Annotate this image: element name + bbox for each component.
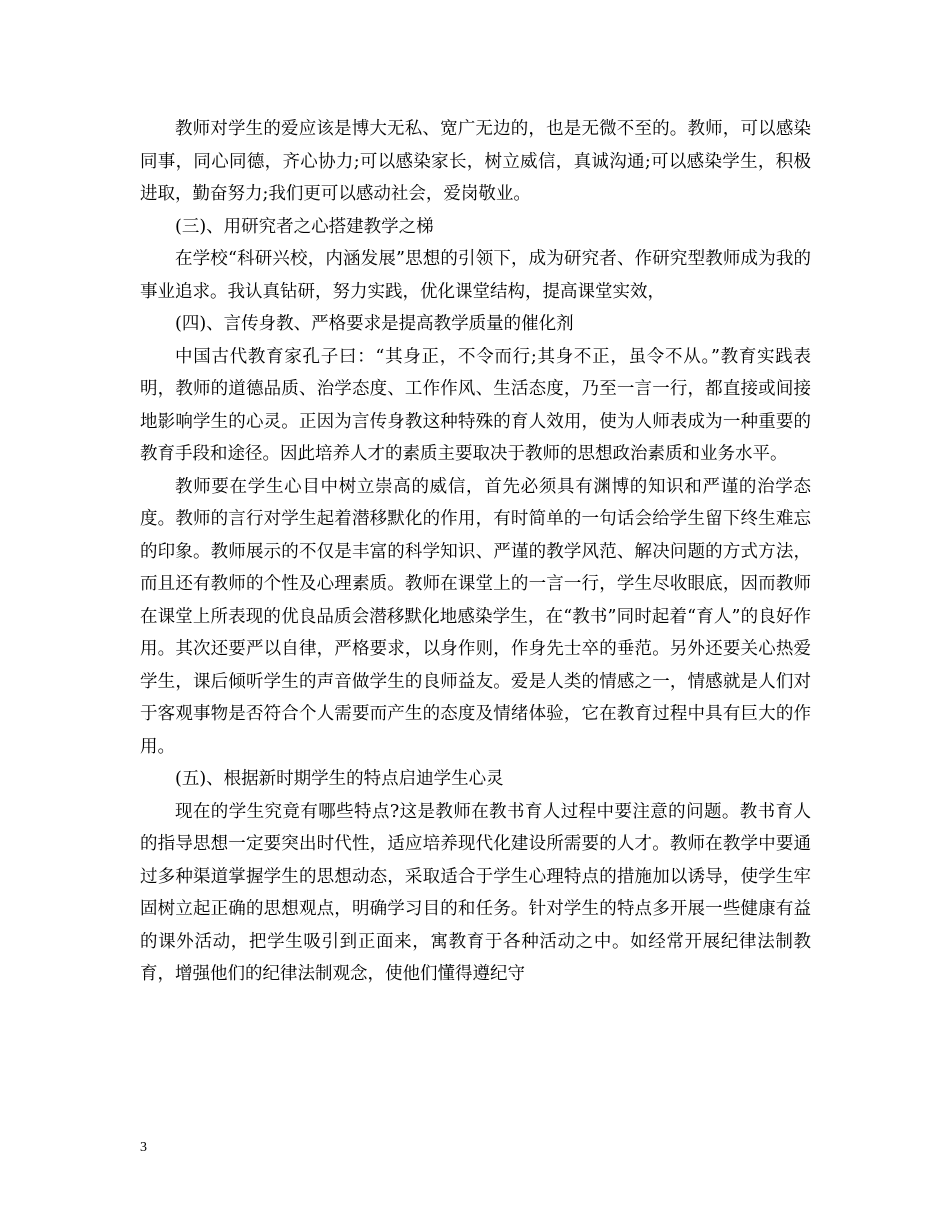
document-body: [140, 113, 811, 991]
section-heading-5: (五)、根据新时期学生的特点启迪学生心灵: [175, 769, 504, 789]
paragraph-teacher-love: 教师对学生的爱应该是博大无私、宽广无边的，也是无微不至的。教师，可以感染同事，同心同德，齐心协力;可以感染家长，树立威信，真诚沟通;可以感染学生，积极进取，勤奋努力;我们更可以感动社会，爱岗敬业。: [140, 119, 811, 204]
paragraph-new-era-students: 现在的学生究竟有哪些特点?这是教师在教书育人过程中要注意的问题。教书育人的指导思想一定要突出时代性，适应培养现代化建设所需要的人才。教师在教学中要通过多种渠道掌握学生的思想动态，采取适合于学生心理特点的措施加以诱导，使学生牢固树立起正确的思想观点，明确学习目的和任务。针对学生的特点多开展一些健康有益的课外活动，把学生吸引到正面来，寓教育于各种活动之中。如经常开展纪律法制教育，增强他们的纪律法制观念，使他们懂得遵纪守: [140, 801, 811, 984]
paragraph-confucius: 中国古代教育家孔子曰：“其身正，不令而行;其身不正，虽令不从。”教育实践表明，教师的道德品质、治学态度、工作作风、生活态度，乃至一言一行，都直接或间接地影响学生的心灵。正因为言传身教这种特殊的育人效用，使为人师表成为一种重要的教育手段和途径。因此培养人才的素质主要取决于教师的思想政治素质和业务水平。: [140, 346, 811, 464]
page-number: 3: [140, 1140, 147, 1155]
paragraph-prestige: 教师要在学生心目中树立崇高的威信，首先必须具有渊博的知识和严谨的治学态度。教师的言行对学生起着潜移默化的作用，有时简单的一句话会给学生留下终生难忘的印象。教师展示的不仅是丰富的科学知识、严谨的教学风范、解决问题的方式方法，而且还有教师的个性及心理素质。教师在课堂上的一言一行，学生尽收眼底，因而教师在课堂上所表现的优良品质会潜移默化地感染学生，在“教书”同时起着“育人”的良好作用。其次还要严以自律，严格要求，以身作则，作身先士卒的垂范。另外还要关心热爱学生，课后倾听学生的声音做学生的良师益友。爱是人类的情感之一，情感就是人们对于客观事物是否符合个人需要而产生的态度及情绪体验，它在教育过程中具有巨大的作用。: [140, 476, 811, 757]
paragraph-research: 在学校“科研兴校，内涵发展”思想的引领下，成为研究者、作研究型教师成为我的事业追求。我认真钻研，努力实践，优化课堂结构，提高课堂实效，: [140, 249, 811, 302]
section-heading-4: (四)、言传身教、严格要求是提高教学质量的催化剂: [175, 314, 574, 334]
section-heading-3: (三)、用研究者之心搭建教学之梯: [175, 216, 434, 237]
